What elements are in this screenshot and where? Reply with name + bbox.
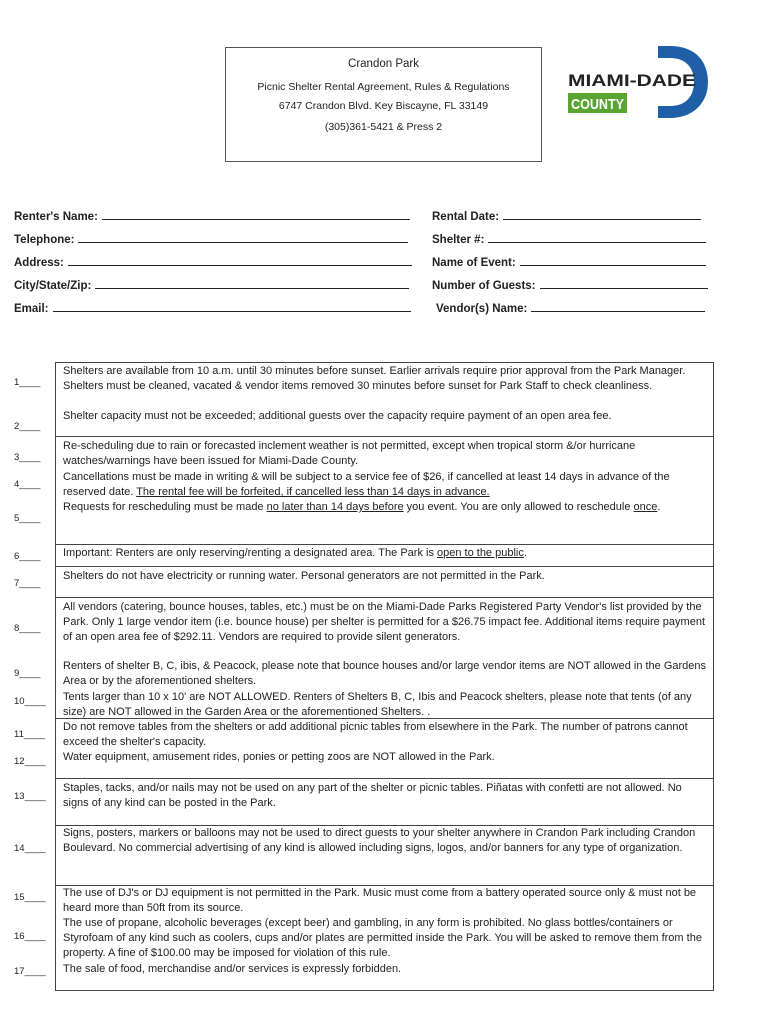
rule-number[interactable]: 11____ xyxy=(14,729,45,740)
rule-number[interactable]: 3____ xyxy=(14,452,41,463)
rule-number[interactable]: 2____ xyxy=(14,421,41,432)
rule-6-text-part: . xyxy=(523,547,527,559)
rule-number[interactable]: 1____ xyxy=(14,377,41,388)
rule-divider xyxy=(55,544,714,545)
rule-number[interactable]: 17____ xyxy=(14,966,46,977)
rule-divider xyxy=(55,566,714,567)
rule-9-text: Renters of shelter B, C, ibis, & Peacock, please note that bounce houses and/or large vendor items are NOT allowed in the Gardens Area or by the aforementioned shelters. xyxy=(63,660,707,687)
rental-date-label: Rental Date: xyxy=(432,211,500,223)
rule-3-text: Re-scheduling due to rain or forecasted inclement weather is not permitted, except when tropical storm &/or hurricane watches/warnings have been issued for Miami-Dade County. xyxy=(63,440,636,467)
logo-text-county: COUNTY xyxy=(571,96,624,113)
rule-16-text: The use of propane, alcoholic beverages (except beer) and gambling, in any form is prohibited. No glass bottles/containers or Styrofoam of any kind such as coolers, cups and/or plates are permitted inside the Park. You will be asked to remove them from the property. A fine of $100.00 may be imposed for violation of this rule. xyxy=(63,917,702,959)
address-label: Address: xyxy=(14,257,64,269)
vendor-name-label: Vendor(s) Name: xyxy=(436,303,528,315)
rule-12-text: Water equipment, amusement rides, ponies or petting zoos are NOT allowed in the Park. xyxy=(63,751,495,763)
rule-number[interactable]: 15____ xyxy=(14,892,46,903)
rule-13-text: Staples, tacks, and/or nails may not be used on any part of the shelter or picnic tables. Piñatas with confetti are not allowed. No signs of any kind can be posted in the Park. xyxy=(63,782,682,809)
rule-number[interactable]: 5____ xyxy=(14,513,41,524)
number-of-guests-line[interactable] xyxy=(540,278,708,289)
vendor-name-field[interactable] xyxy=(436,301,705,315)
header-box xyxy=(225,47,542,162)
rule-number[interactable]: 10____ xyxy=(14,696,46,707)
rule-17-text: The sale of food, merchandise and/or services is expressly forbidden. xyxy=(63,963,402,975)
renters-name-field[interactable] xyxy=(14,209,410,223)
email-label: Email: xyxy=(14,303,49,315)
rule-14-text: Signs, posters, markers or balloons may not be used to direct guests to your shelter anywhere in Crandon Park including Crandon Boulevard. No commercial advertising of any kind is allowed including signs, logos, and/or banners for any type of organization. xyxy=(63,827,696,854)
rule-number[interactable]: 16____ xyxy=(14,931,46,942)
logo-text-miami-dade: MIAMI-DADE xyxy=(568,71,696,90)
renters-name-line[interactable] xyxy=(102,209,410,220)
rule-4-text-part: Cancellations must be made in writing & will be subject to a service fee of $26, if cancelled at least 14 days in advance of the reserved date. xyxy=(63,471,670,498)
city-state-zip-line[interactable] xyxy=(95,278,409,289)
rule-divider xyxy=(55,778,714,779)
rule-7-text: Shelters do not have electricity or running water. Personal generators are not permitted in the Park. xyxy=(63,570,545,582)
address-line[interactable] xyxy=(68,255,412,266)
rule-6-underlined: open to the public xyxy=(437,547,524,559)
rule-5-text-part: . xyxy=(657,501,661,513)
address-field[interactable] xyxy=(14,255,412,269)
vendor-name-line[interactable] xyxy=(531,301,705,312)
shelter-number-field[interactable] xyxy=(432,232,706,246)
park-address: 6747 Crandon Blvd. Key Biscayne, FL 33149 xyxy=(278,100,489,112)
rule-number[interactable]: 4____ xyxy=(14,479,41,490)
rule-number[interactable]: 8____ xyxy=(14,623,41,634)
park-name: Crandon Park xyxy=(348,58,419,70)
rule-number[interactable]: 12____ xyxy=(14,756,46,767)
telephone-label: Telephone: xyxy=(14,234,75,246)
email-line[interactable] xyxy=(53,301,411,312)
rule-number[interactable]: 14____ xyxy=(14,843,46,854)
rule-8-text: All vendors (catering, bounce houses, tables, etc.) must be on the Miami-Dade Parks Registered Party Vendor's list provided by the Park. Only 1 large vendor item (i.e. bounce house) per shelter is permitted for a $26.75 impact fee. Additional items require payment of an open area fee of $292.11. Vendors are required to provide silent generators. xyxy=(63,601,705,643)
rule-4-text xyxy=(63,470,708,500)
city-state-zip-field[interactable] xyxy=(14,278,409,292)
rule-divider xyxy=(55,597,714,598)
park-phone: (305)361-5421 & Press 2 xyxy=(324,121,443,133)
rule-number[interactable]: 7____ xyxy=(14,578,41,589)
shelter-number-label: Shelter #: xyxy=(432,234,485,246)
event-name-label: Name of Event: xyxy=(432,257,516,269)
rule-2-text: Shelter capacity must not be exceeded; additional guests over the capacity require payment of an open area fee. xyxy=(63,410,612,422)
telephone-line[interactable] xyxy=(78,232,408,243)
rule-5-text-part: you event. You are only allowed to reschedule xyxy=(403,501,634,513)
rule-number[interactable]: 13____ xyxy=(14,791,46,802)
rule-divider xyxy=(55,436,714,437)
number-of-guests-label: Number of Guests: xyxy=(432,280,536,292)
rule-5-text xyxy=(63,500,708,515)
rule-number[interactable]: 9____ xyxy=(14,668,41,679)
miami-dade-county-logo xyxy=(566,44,709,119)
telephone-field[interactable] xyxy=(14,232,408,246)
rental-date-line[interactable] xyxy=(503,209,701,220)
rule-6-text xyxy=(63,546,708,561)
rule-1-text: Shelters are available from 10 a.m. until 30 minutes before sunset. Earlier arrivals require prior approval from the Park Manager. Shelters must be cleaned, vacated & vendor items removed 30 minutes before sunset for Park Staff to check cleanliness. xyxy=(63,365,686,392)
number-of-guests-field[interactable] xyxy=(432,278,708,292)
rule-6-text-part: Important: Renters are only reserving/renting a designated area. The Park is xyxy=(63,547,437,559)
rule-5-text-part: Requests for rescheduling must be made xyxy=(63,501,267,513)
event-name-field[interactable] xyxy=(432,255,706,269)
rule-5-underlined: no later than 14 days before xyxy=(266,501,404,513)
renters-name-label: Renter's Name: xyxy=(14,211,98,223)
rule-15-text: The use of DJ's or DJ equipment is not permitted in the Park. Music must come from a battery operated source only & must not be heard more than 50ft from its source. xyxy=(63,887,697,914)
rental-date-field[interactable] xyxy=(432,209,701,223)
event-name-line[interactable] xyxy=(520,255,706,266)
rule-number[interactable]: 6____ xyxy=(14,551,41,562)
city-state-zip-label: City/State/Zip: xyxy=(14,280,92,292)
rule-11-text: Do not remove tables from the shelters or add additional picnic tables from elsewhere in the Park. The number of patrons cannot exceed the shelter's capacity. xyxy=(63,721,688,748)
shelter-number-line[interactable] xyxy=(488,232,706,243)
email-field[interactable] xyxy=(14,301,411,315)
rule-5-underlined: once xyxy=(633,501,658,513)
rule-10-text: Tents larger than 10 x 10' are NOT ALLOWED. Renters of Shelters B, C, Ibis and Peacock shelters, please note that tents (of any size) are NOT allowed in the Garden Area or the aforementioned Shelters. . xyxy=(63,691,692,718)
rule-4-underlined: The rental fee will be forfeited, if cancelled less than 14 days in advance. xyxy=(136,486,490,498)
agreement-title: Picnic Shelter Rental Agreement, Rules & Regulations xyxy=(257,81,510,93)
